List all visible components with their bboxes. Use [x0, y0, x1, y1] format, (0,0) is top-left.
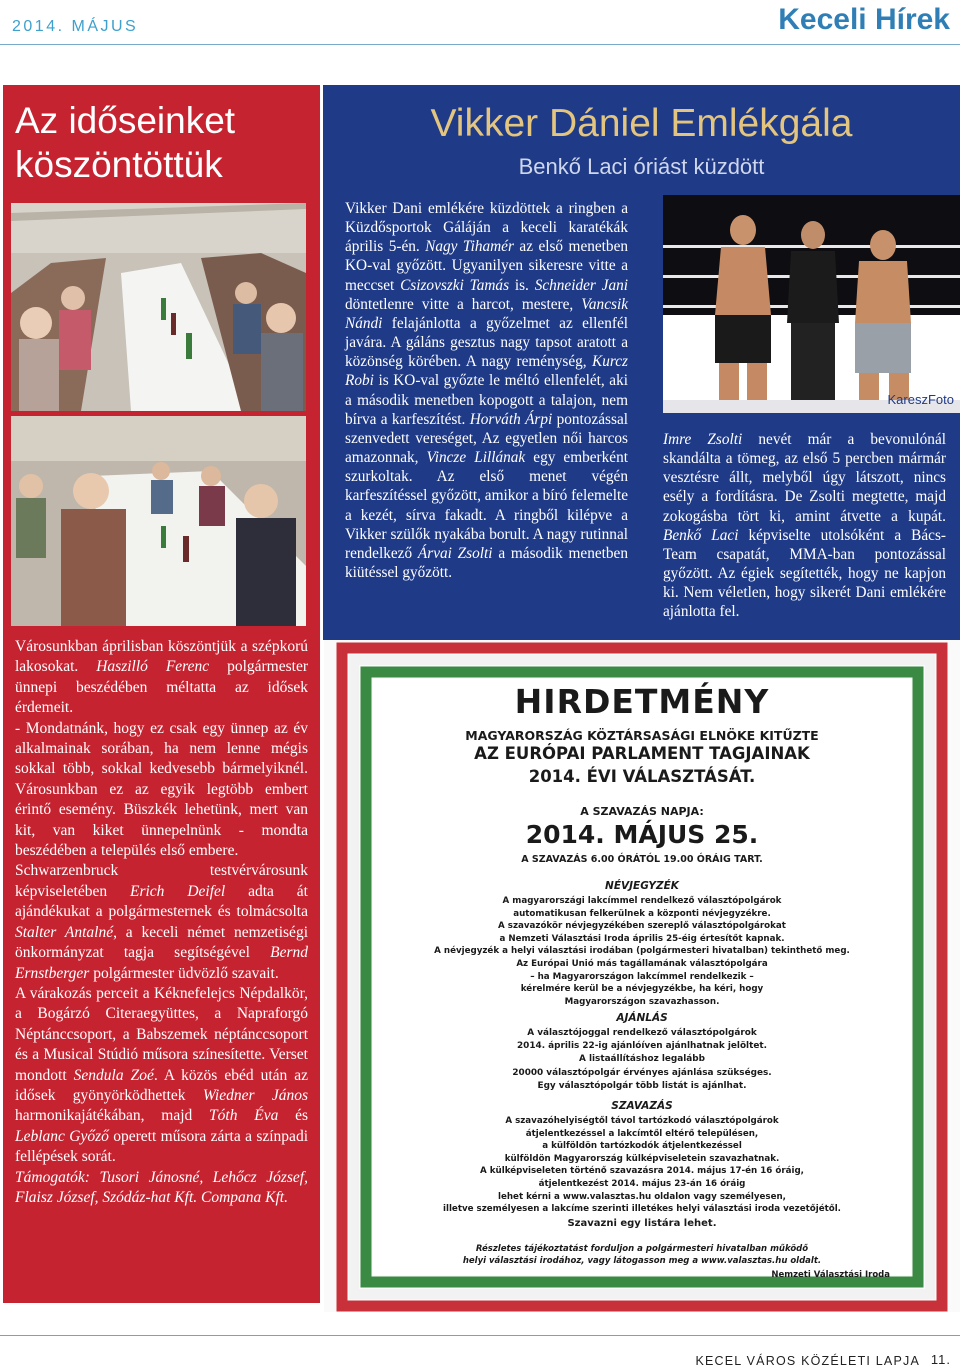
- text-run: is KO-val győzte le méltó ellenfelét, aki a második menetben kopogott a talajon, nem bírva a karfeszítést.: [345, 372, 628, 428]
- poster-line: 2014. ÉVI VÁLASZTÁSÁT.: [528, 767, 756, 786]
- poster-text-line: – ha Magyarországon lakcímmel rendelkezik –: [530, 971, 754, 982]
- italic-name: Horváth Árpi: [469, 410, 553, 428]
- fighters-image: [663, 195, 960, 413]
- italic-name: Wiedner János: [202, 1086, 308, 1104]
- issue-date: 2014. MÁJUS: [12, 18, 139, 35]
- italic-name: Bernd Ernstberger: [15, 944, 308, 982]
- poster-text-line: automatikusan felkerülnek a központi névjegyzékre.: [513, 908, 771, 919]
- poster-text-line: Egy választópolgár több listát is ajánlhat.: [537, 1080, 747, 1091]
- text-run: polgármester ünnepi beszédében méltatta az idősek érdemeit.: [15, 658, 309, 717]
- text-run: képviselte utolsóként a Bács-Team csapatát, MMA-ban pontozással győzött. Az égiek segítették, hogy ne kapjon ki. Nem véletlen, hogy sikerét Dani emlékére ajánlotta fel.: [663, 526, 946, 621]
- poster-text-line: Magyarországon szavazhasson.: [564, 996, 720, 1007]
- text-run: a második menetben kiütéssel győzött.: [345, 544, 628, 581]
- ajanlas-section: [324, 1027, 960, 1093]
- text-run: nevét már a bevonulónál skandálta a tömeg, az első 5 percben mármár vesztésre állt, melyből úgy látszott, nincs esély a fordításra. De Zsolti megtette, majd zokogásba tört ki, amint átvette a kupát.: [663, 431, 946, 525]
- section-heading: SZAVAZÁS: [611, 1100, 673, 1112]
- article-title: Az időseinket köszöntöttük: [15, 100, 236, 185]
- footer-divider: [0, 1335, 960, 1336]
- poster-text-line: a külföldön tartózkodók átjelentkezéssel: [542, 1141, 742, 1152]
- guests-image: [11, 416, 306, 626]
- poster-text-line: külföldön Magyarország külképviseletein szavazhatnak.: [504, 1153, 780, 1164]
- poster-text-line: 2014. április 22-ig ajánlóíven ajánlhatnak jelöltet.: [517, 1041, 767, 1052]
- text-run: operett műsora zárta a színpadi fellépések sorát.: [15, 1127, 308, 1166]
- text-run: Városunkban áprilisban köszöntjük a szépkorú lakosokat.: [15, 638, 308, 676]
- italic-name: Schneider Jani: [534, 276, 628, 294]
- elderly-article-column: [3, 85, 320, 1303]
- italic-name: Vancsik Nándi: [345, 295, 628, 332]
- guests-photo: [11, 416, 306, 626]
- gala-subtitle: Benkő Laci óriást küzdött: [518, 154, 765, 179]
- text-run: és: [278, 1107, 308, 1125]
- italic-name: Erich Deifel: [130, 882, 226, 900]
- italic-name: Benkő Laci: [663, 526, 739, 544]
- poster-text-line: A névjegyzék a helyi választási irodában (polgármesteri hivatalban) tekinthető meg.: [434, 946, 850, 957]
- nevjegyzek-section: [324, 895, 960, 1008]
- poster-text-line: illetve személyesen a lakcíme szerinti illetékes helyi választási iroda vezetőjétől.: [443, 1204, 841, 1215]
- gala-article-col2: [663, 430, 946, 622]
- section-heading: NÉVJEGYZÉK: [605, 880, 679, 892]
- italic-name: Kurcz Robi: [345, 353, 628, 390]
- italic-name: Stalter Antalné: [15, 923, 114, 941]
- poster-text-line: 20000 választópolgár érvényes ajánlása szükséges.: [512, 1067, 772, 1078]
- poster-footer-line: helyi választási irodához, vagy látogasson meg a www.valasztas.hu oldalt.: [462, 1256, 822, 1266]
- italic-name: Haszilló Ferenc: [96, 658, 210, 676]
- banquet-photo: [11, 203, 306, 411]
- poster-text-line: átjelentkezéssel a lakcímtől eltérő településen,: [525, 1128, 759, 1139]
- text-run: adta át ajándékukat a polgármesternek és tolmácsolta: [15, 882, 308, 921]
- gala-title: Vikker Dániel Emlékgála: [430, 102, 853, 145]
- italic-name: Leblanc Győző: [15, 1127, 109, 1145]
- poster-title: HIRDETMÉNY: [514, 682, 770, 721]
- photo-credit: KareszFoto: [887, 392, 954, 407]
- header-divider: [0, 44, 960, 45]
- vote-hours: A SZAVAZÁS 6.00 ÓRÁTÓL 19.00 ÓRÁIG TART.: [521, 854, 763, 865]
- poster-text-line: A szavazóhelyiségtől távol tartózkodó választópolgárok: [505, 1116, 779, 1126]
- poster-text-line: A listaállításhoz legalább: [579, 1054, 705, 1065]
- italic-name: Árvai Zsolti: [417, 544, 493, 562]
- text-run: Vikker Dani emlékére küzdöttek a ringben a Küzdősportok Gáláján a keceli karatékák április 5-én.: [345, 200, 628, 256]
- poster-text-line: a Nemzeti Választási Iroda április 25-éig értesítőt kapnak.: [499, 933, 785, 944]
- text-run: egy emberként szurkoltak. Az első menet végén karfeszítéssel győzött, amikor a bíró felemelte a kezét, sírva fakadt. A ringből kilépve a Vikker szülők nyakába borult. A nagy rutinnal rendelkező: [345, 449, 628, 562]
- paragraph: [15, 984, 308, 1168]
- poster-text-line: A választójoggal rendelkező választópolgárok: [527, 1028, 757, 1038]
- text-run: felajánlotta a győzelmet az ellenfél javára. A gáláns gesztus nagy tapsot aratott a közönség körében. A nagy reménység,: [345, 314, 628, 371]
- italic-name: Vincze Lillának: [426, 449, 526, 467]
- italic-name: Imre Zsolti: [663, 431, 743, 448]
- text-run: Schwarzenbruck testvérvárosunk képviseletében: [15, 862, 308, 900]
- italic-name: Támogatók: Tusori Jánosné, Lehőcz József, Flaisz József, Szódáz-hat Kft. Compana Kft.: [15, 1168, 308, 1206]
- poster-signature: Nemzeti Választási Iroda: [771, 1270, 890, 1280]
- poster-line: MAGYARORSZÁG KÖZTÁRSASÁGI ELNÖKE KITŰZTE: [465, 728, 819, 743]
- gala-article-panel: [323, 85, 960, 640]
- poster-text-line: lehet kérni a www.valasztas.hu oldalon vagy személyesen,: [498, 1191, 786, 1202]
- poster-text-line: A magyarországi lakcímmel rendelkező választópolgárok: [502, 896, 782, 906]
- one-list-note: Szavazni egy listára lehet.: [567, 1218, 717, 1229]
- fighters-photo: [663, 195, 960, 413]
- text-run: pontozással szenvedett vereséget, Az egyetlen női harcos amazonnak,: [345, 410, 628, 467]
- footer-publication: KECEL VÁROS KÖZÉLETI LAPJA: [695, 1354, 920, 1368]
- poster-text-line: kérelmére kerül be a névjegyzékbe, ha kéri, hogy: [520, 984, 764, 995]
- gala-article-col1: [345, 199, 628, 582]
- paragraph: [15, 861, 308, 983]
- elderly-article-body: [15, 637, 308, 1208]
- poster-line: AZ EURÓPAI PARLAMENT TAGJAINAK: [474, 744, 810, 763]
- newspaper-title: Keceli Hírek: [778, 3, 950, 36]
- text-run: az első menetben KO-val győzött. Ugyanilyen sikeresre vitte a meccset: [345, 238, 629, 294]
- poster-text-line: Az Európai Unió más tagállamának választópolgára: [516, 958, 768, 969]
- italic-name: Tóth Éva: [209, 1107, 279, 1125]
- italic-name: Nagy Tihamér: [425, 238, 514, 256]
- text-run: döntetlenre vitte a harcot, mestere,: [345, 295, 582, 313]
- election-notice-poster: [324, 640, 960, 1312]
- paragraph: [663, 430, 946, 622]
- sponsors-paragraph: [15, 1168, 308, 1209]
- text-run: , a keceli német nemzetiségi önkormányzat tagja segítségével: [15, 923, 308, 962]
- poster-text-line: A külképviseleten történő szavazásra 2014. május 17-én 16 óráig,: [480, 1166, 804, 1177]
- poster-text-line: A szavazókör névjegyzékében szereplő választópolgárokat: [498, 921, 786, 932]
- text-run: - Mondatnánk, hogy ez csak egy ünnep az év alkalmainak sorában, ha nem lenne mégis sokkal több, sokkal kedvesebb bármelyiknél. Városunkban ez az egyik legtöbb embert érintő esemény. Büszkék lehetünk, mert van kit, van kiket ünnepelnünk - mondta beszédében a település első embere.: [15, 719, 308, 860]
- paragraph: [15, 637, 308, 719]
- poster-text-line: átjelentkezést 2014. május 23-án 16 óráig: [538, 1178, 746, 1189]
- section-heading: AJÁNLÁS: [616, 1012, 668, 1024]
- italic-name: Csizovszki Tamás: [400, 276, 510, 294]
- page-number: 11.: [930, 1352, 951, 1367]
- poster-footer-line: Részletes tájékoztatást forduljon a polgármesteri hivatalban működő: [475, 1244, 809, 1254]
- text-run: A várakozás perceit a Kéknefelejcs Népdalkör, a Bogárzó Citeraegyüttes, a Napraforgó Néptánccsoport, a Babszemek néptánccsoport és a Musical Stúdió műsora színesítette. Verset mondott: [15, 984, 308, 1084]
- text-run: is.: [509, 276, 535, 294]
- text-run: polgármester üdvözlő szavait.: [89, 964, 279, 982]
- szavazas-section: [324, 1115, 960, 1216]
- text-run: . A közös ebéd után az idősek gyönyörködhettek: [15, 1066, 309, 1104]
- paragraph: [15, 719, 308, 862]
- vote-day: 2014. MÁJUS 25.: [525, 820, 759, 849]
- vote-day-label: A SZAVAZÁS NAPJA:: [580, 805, 704, 818]
- banquet-image: [11, 203, 306, 411]
- italic-name: Sendula Zoé: [73, 1066, 154, 1084]
- paragraph: [345, 199, 628, 582]
- text-run: harmonikajátékában, majd: [15, 1107, 210, 1125]
